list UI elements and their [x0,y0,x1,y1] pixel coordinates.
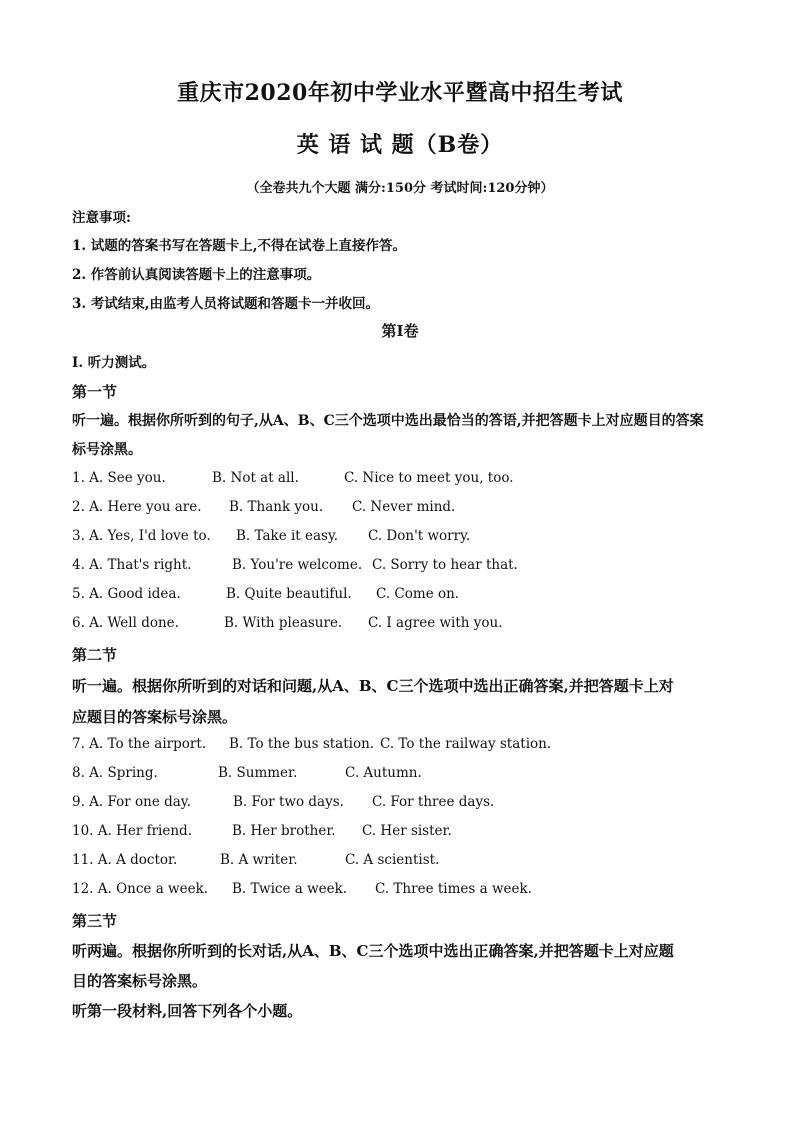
option-b: B. Twice a week. [232,881,348,897]
option-a: 4. A. That's right. [72,557,192,573]
notice-item-3: 3. 考试结束,由监考人员将试题和答题卡一并收回。 [72,296,379,312]
exam-title: 重庆市2020年初中学业水平暨高中招生考试 [177,80,623,106]
section-3-instruction-line-1: 听两遍。根据你所听到的长对话,从A、B、C三个选项中选出正确答案,并把答题卡上对应题 [72,942,674,960]
option-c: C. I agree with you. [368,615,503,631]
notice-heading: 注意事项: [72,210,131,226]
option-c: C. Never mind. [352,499,456,515]
option-c: C. To the railway station. [380,736,552,752]
option-a: 5. A. Good idea. [72,586,181,602]
option-b: B. Summer. [218,765,298,781]
option-b: B. You're welcome. [232,557,363,573]
option-c: C. Autumn. [345,765,422,781]
section-2-heading: 第二节 [72,646,118,664]
option-b: B. Her brother. [232,823,336,839]
part-title: I. 听力测试。 [72,355,156,371]
option-a: 2. A. Here you are. [72,499,202,515]
option-c: C. Come on. [376,586,460,602]
option-c: C. For three days. [372,794,495,810]
option-a: 6. A. Well done. [72,615,179,631]
exam-subtitle: 英 语 试 题（B卷） [296,132,504,158]
option-b: B. Quite beautiful. [226,586,352,602]
section-1-instruction-line-2: 标号涂黑。 [72,442,142,458]
notice-item-1: 1. 试题的答案书写在答题卡上,不得在试卷上直接作答。 [72,238,406,254]
option-b: B. With pleasure. [224,615,343,631]
section-2-instruction-line-2: 应题目的答案标号涂黑。 [72,708,238,726]
option-a: 1. A. See you. [72,470,166,486]
option-c: C. Nice to meet you, too. [344,470,514,486]
option-b: B. For two days. [233,794,344,810]
option-a: 9. A. For one day. [72,794,191,810]
option-c: C. Sorry to hear that. [372,557,518,573]
option-c: C. Three times a week. [375,881,532,897]
option-c: C. A scientist. [345,852,440,868]
volume-label: 第Ⅰ卷 [381,322,419,340]
option-b: B. Not at all. [212,470,299,486]
notice-item-2: 2. 作答前认真阅读答题卡上的注意事项。 [72,267,321,283]
option-c: C. Her sister. [362,823,452,839]
option-b: B. Take it easy. [236,528,339,544]
option-a: 10. A. Her friend. [72,823,192,839]
option-a: 8. A. Spring. [72,765,158,781]
section-3-heading: 第三节 [72,912,118,930]
option-b: B. A writer. [220,852,298,868]
option-b: B. To the bus station. [229,736,375,752]
section-1-instruction-line-1: 听一遍。根据你所听到的句子,从A、B、C三个选项中选出最恰当的答语,并把答题卡上对应题目的答案 [72,413,704,429]
section-3-instruction-line-2: 目的答案标号涂黑。 [72,972,208,990]
option-a: 3. A. Yes, I'd love to. [72,528,211,544]
section-3-sub-instruction: 听第一段材料,回答下列各个小题。 [72,1002,303,1020]
option-c: C. Don't worry. [368,528,471,544]
option-a: 11. A. A doctor. [72,852,178,868]
exam-info: （全卷共九个大题 满分:150分 考试时间:120分钟） [246,181,554,196]
option-a: 12. A. Once a week. [72,881,209,897]
section-2-instruction-line-1: 听一遍。根据你所听到的对话和问题,从A、B、C三个选项中选出正确答案,并把答题卡上对 [72,677,674,695]
option-b: B. Thank you. [229,499,324,515]
section-1-heading: 第一节 [72,383,118,401]
option-a: 7. A. To the airport. [72,736,207,752]
